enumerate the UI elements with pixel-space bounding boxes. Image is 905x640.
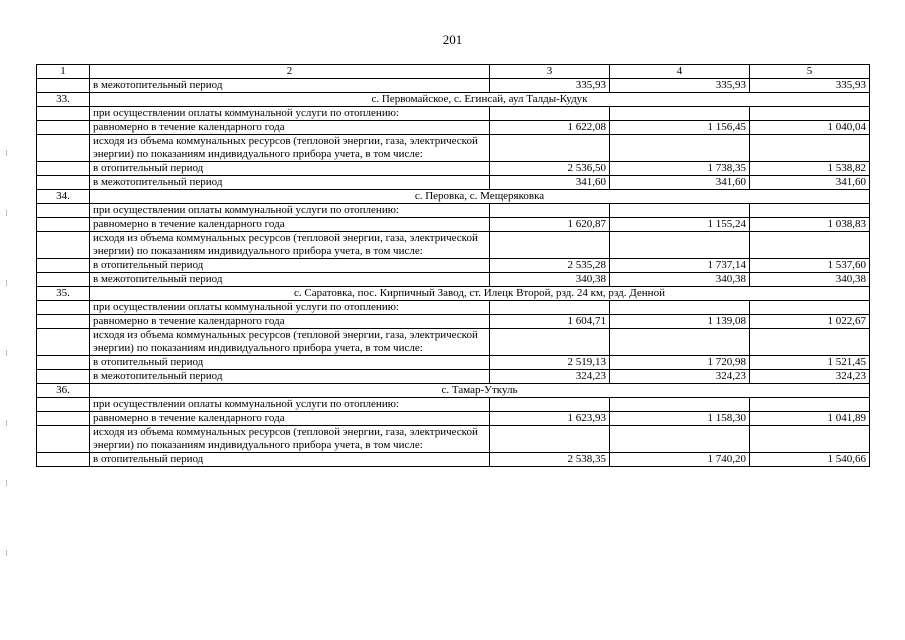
value-cell-col3: 2 535,28: [490, 259, 610, 273]
row-number-cell: [37, 107, 90, 121]
section-number: 35.: [37, 287, 90, 301]
row-label-cell: равномерно в течение календарного года: [90, 412, 490, 426]
section-row: [37, 190, 870, 204]
row-label-cell: исходя из объема коммунальных ресурсов (тепловой энергии, газа, электрической энергии) по показаниям индивидуального прибора учета, в том числе:: [90, 232, 490, 259]
value-cell-col4: [610, 329, 750, 356]
row-label-cell: исходя из объема коммунальных ресурсов (тепловой энергии, газа, электрической энергии) по показаниям индивидуального прибора учета, в том числе:: [90, 329, 490, 356]
row-number-cell: [37, 162, 90, 176]
value-cell-col5: 324,23: [750, 370, 870, 384]
value-cell-col3: [490, 204, 610, 218]
row-number-cell: [37, 273, 90, 287]
value-cell-col3: 340,38: [490, 273, 610, 287]
value-cell-col5: 335,93: [750, 79, 870, 93]
value-cell-col3: 324,23: [490, 370, 610, 384]
row-label-cell: в межотопительный период: [90, 370, 490, 384]
row-label-cell: равномерно в течение календарного года: [90, 121, 490, 135]
value-cell-col5: 1 521,45: [750, 356, 870, 370]
section-number: 34.: [37, 190, 90, 204]
row-label-cell: при осуществлении оплаты коммунальной услуги по отоплению:: [90, 204, 490, 218]
value-cell-col4: 340,38: [610, 273, 750, 287]
table-row: [37, 121, 870, 135]
value-cell-col4: 1 155,24: [610, 218, 750, 232]
row-number-cell: [37, 453, 90, 467]
value-cell-col3: [490, 329, 610, 356]
value-cell-col4: [610, 426, 750, 453]
value-cell-col4: 1 156,45: [610, 121, 750, 135]
value-cell-col3: 2 519,13: [490, 356, 610, 370]
table-row: [37, 398, 870, 412]
row-number-cell: [37, 370, 90, 384]
value-cell-col5: 1 540,66: [750, 453, 870, 467]
value-cell-col3: 341,60: [490, 176, 610, 190]
row-number-cell: [37, 135, 90, 162]
value-cell-col4: [610, 301, 750, 315]
value-cell-col4: [610, 135, 750, 162]
value-cell-col3: [490, 301, 610, 315]
table-row: [37, 79, 870, 93]
value-cell-col4: 1 738,35: [610, 162, 750, 176]
section-title: с. Перовка, с. Мещеряковка: [90, 190, 870, 204]
value-cell-col4: 1 158,30: [610, 412, 750, 426]
value-cell-col4: 1 139,08: [610, 315, 750, 329]
value-cell-col5: [750, 301, 870, 315]
row-label-cell: в межотопительный период: [90, 79, 490, 93]
header-cell-4: 4: [610, 65, 750, 79]
row-number-cell: [37, 426, 90, 453]
value-cell-col4: 1 737,14: [610, 259, 750, 273]
section-title: с. Первомайское, с. Егинсай, аул Талды-Кудук: [90, 93, 870, 107]
value-cell-col5: [750, 232, 870, 259]
row-label-cell: при осуществлении оплаты коммунальной услуги по отоплению:: [90, 301, 490, 315]
row-label-cell: в межотопительный период: [90, 176, 490, 190]
header-cell-5: 5: [750, 65, 870, 79]
row-label-cell: равномерно в течение календарного года: [90, 218, 490, 232]
table-row: [37, 259, 870, 273]
row-number-cell: [37, 301, 90, 315]
value-cell-col3: 1 620,87: [490, 218, 610, 232]
margin-marks: [6, 150, 9, 570]
value-cell-col3: 335,93: [490, 79, 610, 93]
table-body: [37, 79, 870, 467]
row-label-cell: исходя из объема коммунальных ресурсов (тепловой энергии, газа, электрической энергии) по показаниям индивидуального прибора учета, в том числе:: [90, 135, 490, 162]
value-cell-col4: [610, 398, 750, 412]
value-cell-col5: 1 038,83: [750, 218, 870, 232]
row-number-cell: [37, 315, 90, 329]
row-label-cell: равномерно в течение календарного года: [90, 315, 490, 329]
value-cell-col5: 1 538,82: [750, 162, 870, 176]
value-cell-col4: 324,23: [610, 370, 750, 384]
table-row: [37, 176, 870, 190]
value-cell-col4: [610, 232, 750, 259]
row-label-cell: при осуществлении оплаты коммунальной услуги по отоплению:: [90, 107, 490, 121]
value-cell-col3: 1 604,71: [490, 315, 610, 329]
value-cell-col4: 335,93: [610, 79, 750, 93]
row-label-cell: в межотопительный период: [90, 273, 490, 287]
row-number-cell: [37, 121, 90, 135]
value-cell-col4: 1 740,20: [610, 453, 750, 467]
value-cell-col5: 1 040,04: [750, 121, 870, 135]
table-row: [37, 356, 870, 370]
value-cell-col3: 1 622,08: [490, 121, 610, 135]
value-cell-col4: 341,60: [610, 176, 750, 190]
section-title: с. Тамар-Уткуль: [90, 384, 870, 398]
value-cell-col5: [750, 135, 870, 162]
table-row: [37, 370, 870, 384]
table-row: [37, 218, 870, 232]
value-cell-col3: [490, 426, 610, 453]
value-cell-col5: 1 022,67: [750, 315, 870, 329]
row-number-cell: [37, 398, 90, 412]
value-cell-col5: [750, 329, 870, 356]
table-row: [37, 204, 870, 218]
section-number: 33.: [37, 93, 90, 107]
row-number-cell: [37, 176, 90, 190]
row-number-cell: [37, 356, 90, 370]
section-row: [37, 93, 870, 107]
value-cell-col4: [610, 204, 750, 218]
value-cell-col5: 1 041,89: [750, 412, 870, 426]
table-row: [37, 232, 870, 259]
row-number-cell: [37, 204, 90, 218]
row-number-cell: [37, 412, 90, 426]
table-row: [37, 135, 870, 162]
page-number: 201: [442, 32, 463, 47]
value-cell-col3: [490, 232, 610, 259]
header-cell-1: 1: [37, 65, 90, 79]
table-row: [37, 412, 870, 426]
row-number-cell: [37, 329, 90, 356]
value-cell-col5: [750, 426, 870, 453]
section-row: [37, 287, 870, 301]
value-cell-col3: 2 536,50: [490, 162, 610, 176]
value-cell-col3: [490, 398, 610, 412]
row-number-cell: [37, 259, 90, 273]
value-cell-col3: [490, 135, 610, 162]
value-cell-col5: [750, 398, 870, 412]
value-cell-col4: 1 720,98: [610, 356, 750, 370]
header-cell-2: 2: [90, 65, 490, 79]
value-cell-col3: [490, 107, 610, 121]
value-cell-col5: 340,38: [750, 273, 870, 287]
header-row: [37, 65, 870, 79]
table-row: [37, 453, 870, 467]
section-row: [37, 384, 870, 398]
row-label-cell: в отопительный период: [90, 259, 490, 273]
row-label-cell: исходя из объема коммунальных ресурсов (тепловой энергии, газа, электрической энергии) по показаниям индивидуального прибора учета, в том числе:: [90, 426, 490, 453]
table-row: [37, 329, 870, 356]
section-number: 36.: [37, 384, 90, 398]
table-row: [37, 426, 870, 453]
header-cell-3: 3: [490, 65, 610, 79]
row-label-cell: в отопительный период: [90, 356, 490, 370]
section-title: с. Саратовка, пос. Кирпичный Завод, ст. Илецк Второй, рзд. 24 км, рзд. Денной: [90, 287, 870, 301]
value-cell-col3: 2 538,35: [490, 453, 610, 467]
value-cell-col5: [750, 204, 870, 218]
table-row: [37, 301, 870, 315]
tariff-table: [36, 64, 870, 467]
row-number-cell: [37, 218, 90, 232]
value-cell-col5: 1 537,60: [750, 259, 870, 273]
table-row: [37, 107, 870, 121]
value-cell-col5: 341,60: [750, 176, 870, 190]
table-row: [37, 273, 870, 287]
row-number-cell: [37, 232, 90, 259]
value-cell-col3: 1 623,93: [490, 412, 610, 426]
table-row: [37, 315, 870, 329]
value-cell-col5: [750, 107, 870, 121]
value-cell-col4: [610, 107, 750, 121]
row-label-cell: в отопительный период: [90, 162, 490, 176]
row-label-cell: в отопительный период: [90, 453, 490, 467]
row-number-cell: [37, 79, 90, 93]
table-row: [37, 162, 870, 176]
row-label-cell: при осуществлении оплаты коммунальной услуги по отоплению:: [90, 398, 490, 412]
